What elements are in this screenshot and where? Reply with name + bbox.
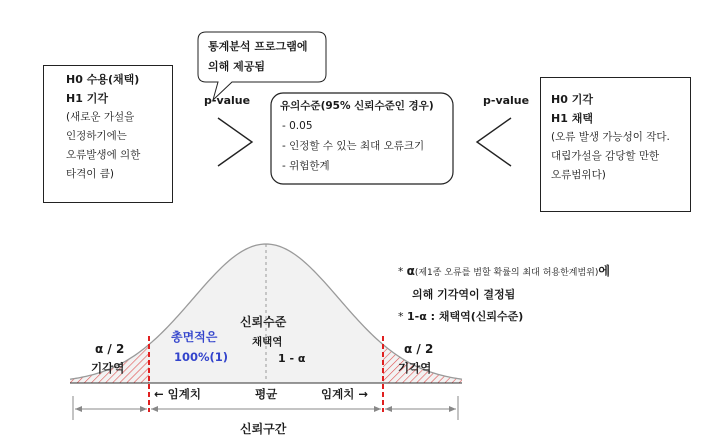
- center-box-item2: - 인정할 수 있는 최대 오류크기: [282, 140, 425, 152]
- right-box-line4: 대립가설을 감당할 만한: [551, 150, 660, 162]
- mean-label: 평균: [255, 387, 278, 401]
- left-critical-label: ← 임계치: [154, 387, 201, 401]
- center-box-item3: - 위험한계: [282, 160, 330, 172]
- greater-than-symbol: [218, 118, 252, 166]
- right-box: [540, 77, 691, 212]
- left-box-line2: H1 기각: [66, 92, 108, 105]
- left-box-line4: 인정하기에는: [66, 130, 127, 142]
- confidence-interval-arrow: [151, 406, 381, 412]
- left-box-line6: 타격이 큼): [66, 168, 115, 180]
- right-reject-label: 기각역: [398, 361, 432, 375]
- acceptance-region-label: 채택역: [252, 336, 283, 348]
- right-alpha-label: α / 2: [404, 342, 434, 356]
- note-1-end: 에: [598, 264, 610, 278]
- left-reject-label: 기각역: [91, 361, 125, 375]
- left-box: [43, 65, 173, 203]
- left-outer-arrow: [75, 406, 147, 412]
- left-box-line1: H0 수용(채택): [66, 73, 140, 86]
- p-value-right-label: p-value: [483, 94, 530, 107]
- right-box-line3: (오류 발생 가능성이 작다.: [551, 131, 670, 143]
- total-area-line2: 100%(1): [174, 350, 229, 364]
- center-box-title: 유의수준(95% 신뢰수준인 경우): [280, 100, 434, 112]
- note-2-text: 1-α : 채택역(신뢰수준): [407, 310, 524, 323]
- note-1: [398, 263, 610, 281]
- one-minus-alpha-label: 1 - α: [278, 352, 306, 365]
- left-box-line5: 오류발생에 의한: [66, 149, 141, 161]
- left-box-line3: (새로운 가설을: [66, 111, 135, 123]
- right-outer-arrow: [385, 406, 456, 412]
- right-critical-label: 임계치 →: [321, 387, 368, 401]
- bubble-text-line1: 통계분석 프로그램에: [208, 40, 308, 53]
- confidence-level-label: 신뢰수준: [240, 315, 287, 329]
- confidence-interval-label: 신뢰구간: [240, 422, 287, 436]
- note-2: [398, 308, 523, 324]
- note-1-alpha: α: [406, 264, 415, 278]
- total-area-line1: 총면적은: [171, 330, 218, 344]
- left-alpha-label: α / 2: [95, 342, 125, 356]
- right-box-line2: H1 채택: [551, 112, 593, 125]
- p-value-left-label: p-value: [204, 94, 251, 107]
- center-box-item1: - 0.05: [282, 120, 313, 132]
- note-1-line2: 의해 기각역이 결정됨: [412, 288, 516, 301]
- note-2-star: *: [398, 310, 407, 323]
- right-box-line1: H0 기각: [551, 93, 593, 106]
- less-than-symbol: [477, 118, 511, 166]
- note-1-star: *: [398, 266, 407, 278]
- bubble-text-line2: 의해 제공됨: [208, 60, 265, 73]
- note-1-paren: (제1종 오류를 범할 확률의 최대 허용한계범위): [414, 268, 599, 278]
- right-box-line5: 오류범위다): [551, 169, 606, 181]
